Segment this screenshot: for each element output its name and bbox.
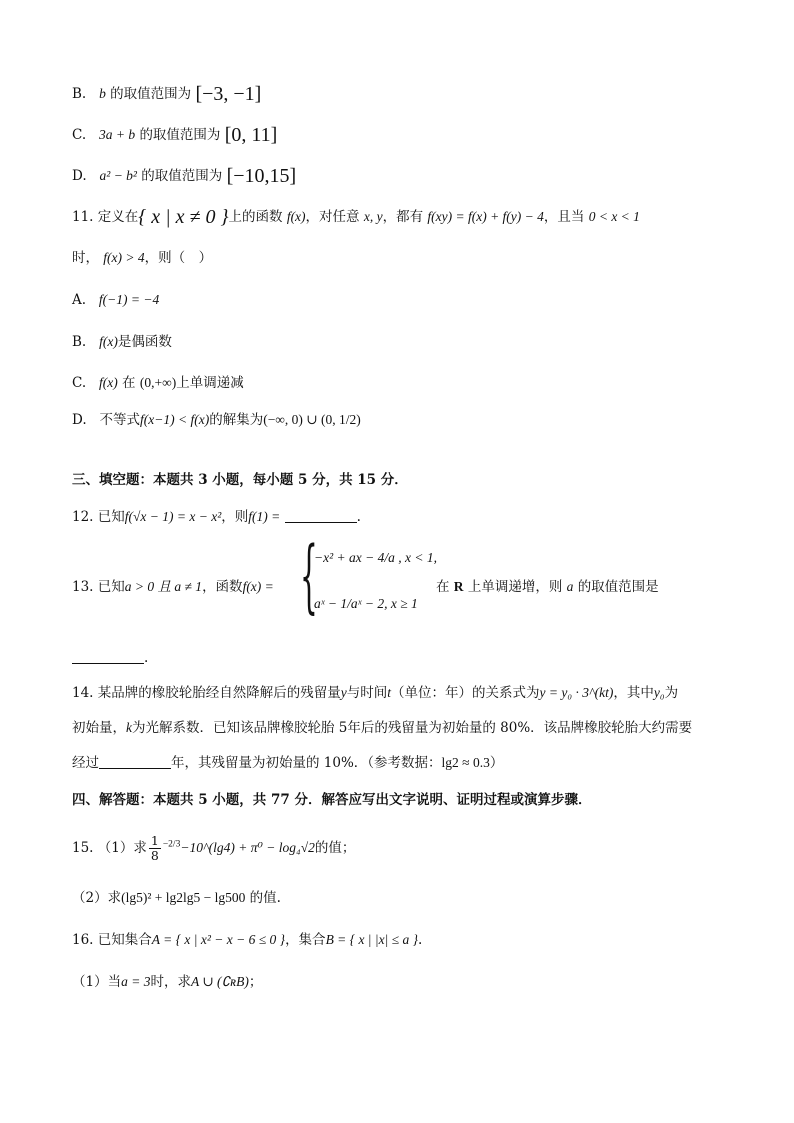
question-16: 16. 已知集合A = { x | x² − x − 6 ≤ 0 }，集合B = { x | |x| ≤ a }.: [72, 932, 423, 948]
question-13: 13. 已知a > 0 且 a ≠ 1，函数f(x) =: [72, 579, 274, 595]
question-16-part-1: （1）当a = 3时，求A ∪ (∁ʀB)；: [72, 974, 263, 990]
section-3-title: 三、填空题：本题共 3 小题，每小题 5 分，共 15 分．: [72, 472, 408, 488]
question-13-blank-line: .: [72, 648, 148, 668]
question-15-part-1: 15. （1）求 $\frac{1}{8}$ $^{-2/3}$−10^(lg4) + π⁰ − log₄√2的值；: [72, 833, 356, 863]
piece-2: aˣ − 1/aˣ − 2, x ≥ 1: [314, 596, 418, 611]
decay-formula: y = y₀ · 3^(kt): [539, 685, 614, 700]
range-d: [−10,15]: [226, 165, 297, 187]
section-4-title: 四、解答题：本题共 5 小题，共 77 分．解答应写出文字说明、证明过程或演算步骤．: [72, 792, 592, 808]
answer-blank-13[interactable]: [72, 649, 144, 664]
option-c: C. 3a + b 的取值范围为 [0, 11]: [72, 124, 278, 146]
option-11b: B. f(x)是偶函数: [72, 334, 172, 350]
domain-set: { x | x ≠ 0 }: [138, 206, 229, 228]
range-b: [−3, −1]: [195, 83, 262, 105]
question-14-line-2: 初始量，k为光解系数．已知该品牌橡胶轮胎 5年后的残留量为初始量的 80%．该品牌橡胶轮胎大约需要: [72, 720, 693, 736]
piecewise-brace: {: [300, 529, 318, 622]
piece-1: −x² + ax − 4/a , x < 1,: [314, 550, 437, 565]
answer-blank-14[interactable]: [99, 754, 171, 769]
option-11a: A. f(−1) = −4: [72, 292, 160, 308]
option-d: D. a² − b² 的取值范围为 [−10,15]: [72, 165, 297, 187]
question-14-line-1: 14. 某品牌的橡胶轮胎经自然降解后的残留量y与时间t（单位：年）的关系式为y = y₀ · 3^(kt)，其中y₀为: [72, 685, 679, 701]
option-b: B. b 的取值范围为 [−3, −1]: [72, 83, 262, 105]
answer-blank-12[interactable]: [285, 508, 357, 523]
solution-set: (−∞, 0) ∪ (0, 1/2): [263, 412, 361, 427]
question-11-stem: 11. 定义在{ x | x ≠ 0 }上的函数 f(x)，对任意 x, y，都有 f(xy) = f(x) + f(y) − 4，且当 0 < x < 1: [72, 206, 640, 228]
question-11-stem-cont: 时， f(x) > 4，则（ ）: [72, 250, 213, 266]
range-c: [0, 11]: [224, 124, 278, 146]
question-15-part-2: （2）求(lg5)² + lg2lg5 − lg500 的值.: [72, 890, 281, 906]
question-13-tail: 在 R 上单调递增，则 a 的取值范围是: [436, 579, 659, 595]
fraction-one-eighth: $\frac{1}{8}$: [150, 833, 159, 863]
set-a: A = { x | x² − x − 6 ≤ 0 }: [151, 932, 286, 947]
option-11d: D. 不等式f(x−1) < f(x)的解集为(−∞, 0) ∪ (0, 1/2): [72, 412, 361, 428]
option-11c: C. f(x) 在 (0,+∞)上单调递减: [72, 375, 244, 391]
question-12: 12. 已知f(√x − 1) = x − x²，则f(1) = .: [72, 509, 361, 525]
set-b: B = { x | |x| ≤ a }: [325, 932, 418, 947]
question-14-line-3: 经过 年，其残留量为初始量的 10%．（参考数据：lg2 ≈ 0.3）: [72, 755, 504, 771]
functional-equation: f(xy) = f(x) + f(y) − 4: [427, 209, 544, 224]
